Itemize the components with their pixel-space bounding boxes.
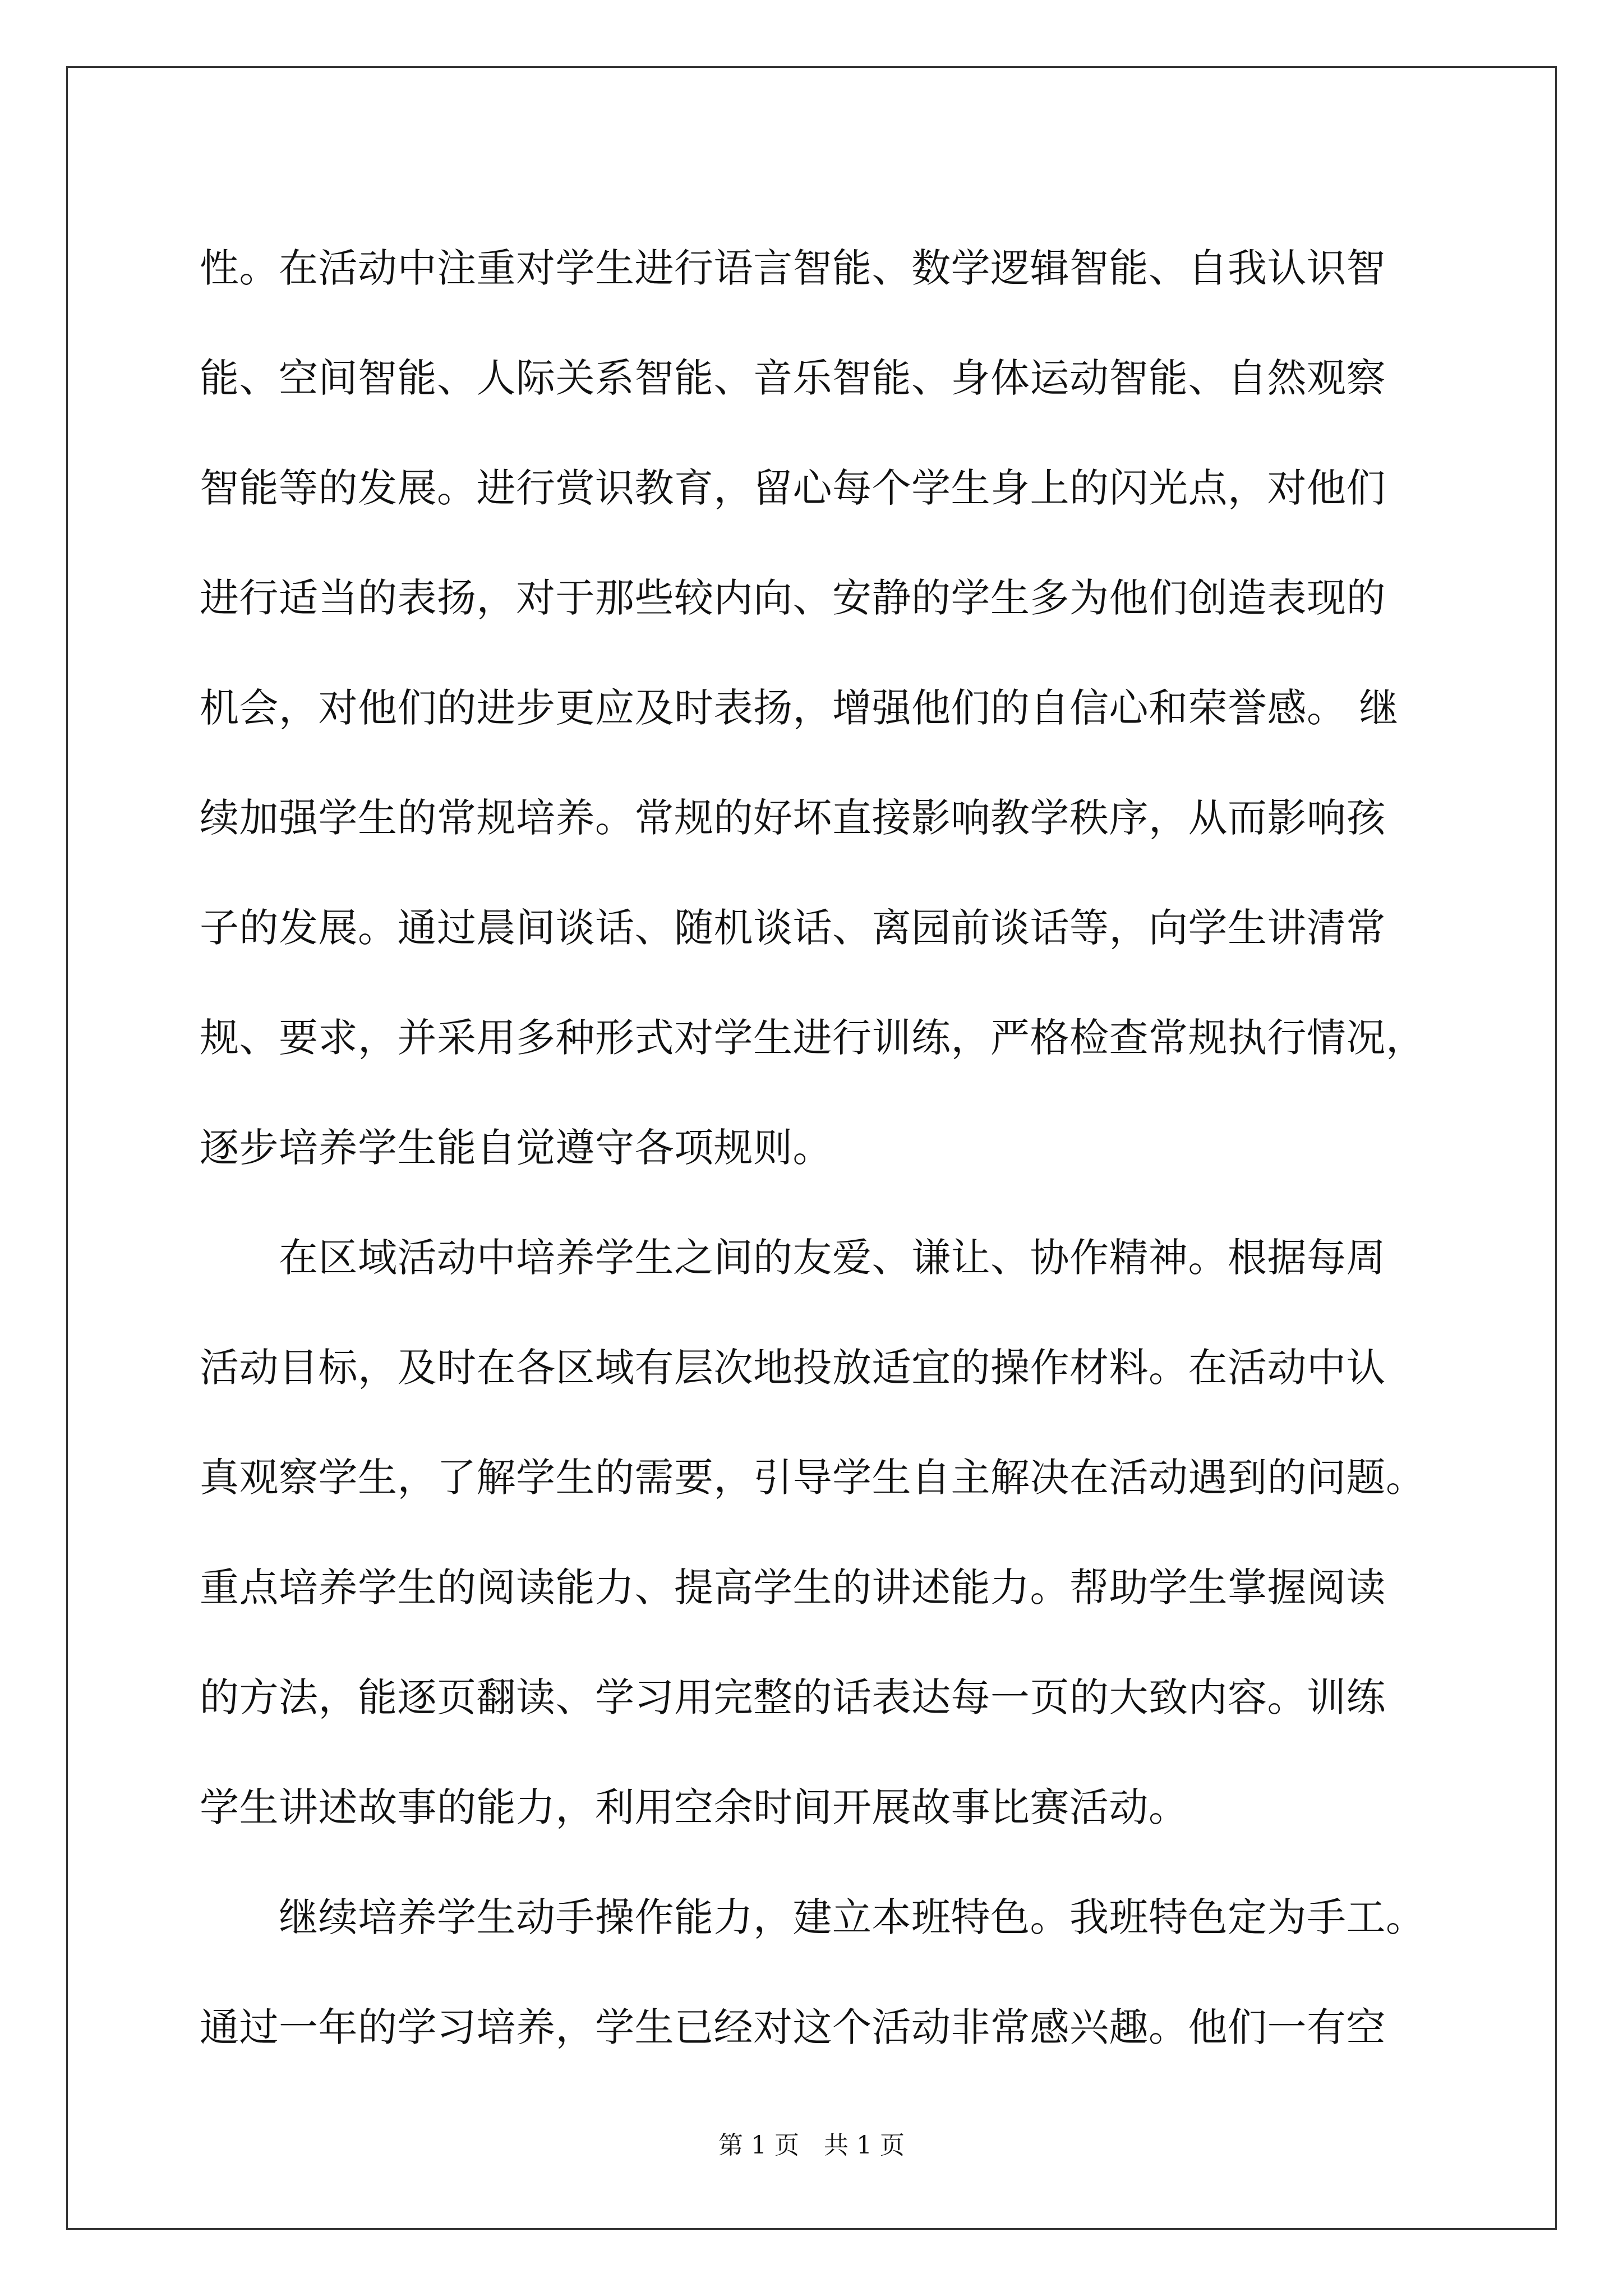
text-line: 继续培养学生动手操作能力，建立本班特色。我班特色定为手工。 bbox=[200, 1894, 1426, 1940]
document-body bbox=[200, 213, 1433, 2082]
text-line: 能、空间智能、人际关系智能、音乐智能、身体运动智能、自然观察 bbox=[200, 355, 1386, 401]
text-line: 的方法，能逐页翻读、学习用完整的话表达每一页的大致内容。训练 bbox=[200, 1674, 1386, 1720]
page-number-footer: 第 1 页 共 1 页 bbox=[718, 2131, 905, 2160]
paragraph-1 bbox=[200, 213, 1433, 1203]
text-line: 重点培养学生的阅读能力、提高学生的讲述能力。帮助学生掌握阅读 bbox=[200, 1565, 1386, 1611]
paragraph-3 bbox=[200, 1862, 1433, 2082]
text-line: 在区域活动中培养学生之间的友爱、谦让、协作精神。根据每周 bbox=[200, 1235, 1386, 1281]
text-line: 机会，对他们的进步更应及时表扬，增强他们的自信心和荣誉感。 继 bbox=[200, 685, 1399, 731]
text-line: 性。在活动中注重对学生进行语言智能、数学逻辑智能、自我认识智 bbox=[200, 245, 1386, 291]
text-line: 子的发展。通过晨间谈话、随机谈话、离园前谈话等，向学生讲清常 bbox=[200, 905, 1386, 951]
text-line: 学生讲述故事的能力，利用空余时间开展故事比赛活动。 bbox=[200, 1784, 1188, 1830]
text-line: 活动目标，及时在各区域有层次地投放适宜的操作材料。在活动中认 bbox=[200, 1345, 1386, 1391]
text-line: 续加强学生的常规培养。常规的好坏直接影响教学秩序，从而影响孩 bbox=[200, 795, 1386, 841]
text-line: 进行适当的表扬，对于那些较内向、安静的学生多为他们创造表现的 bbox=[200, 575, 1386, 621]
text-line: 智能等的发展。进行赏识教育，留心每个学生身上的闪光点，对他们 bbox=[200, 465, 1386, 511]
text-line: 通过一年的学习培养，学生已经对这个活动非常感兴趣。他们一有空 bbox=[200, 2004, 1386, 2050]
text-line: 逐步培养学生能自觉遵守各项规则。 bbox=[200, 1125, 832, 1171]
text-line: 真观察学生，了解学生的需要，引导学生自主解决在活动遇到的问题。 bbox=[200, 1455, 1426, 1501]
paragraph-2 bbox=[200, 1203, 1433, 1862]
text-line: 规、要求，并采用多种形式对学生进行训练，严格检查常规执行情况， bbox=[200, 1015, 1426, 1061]
